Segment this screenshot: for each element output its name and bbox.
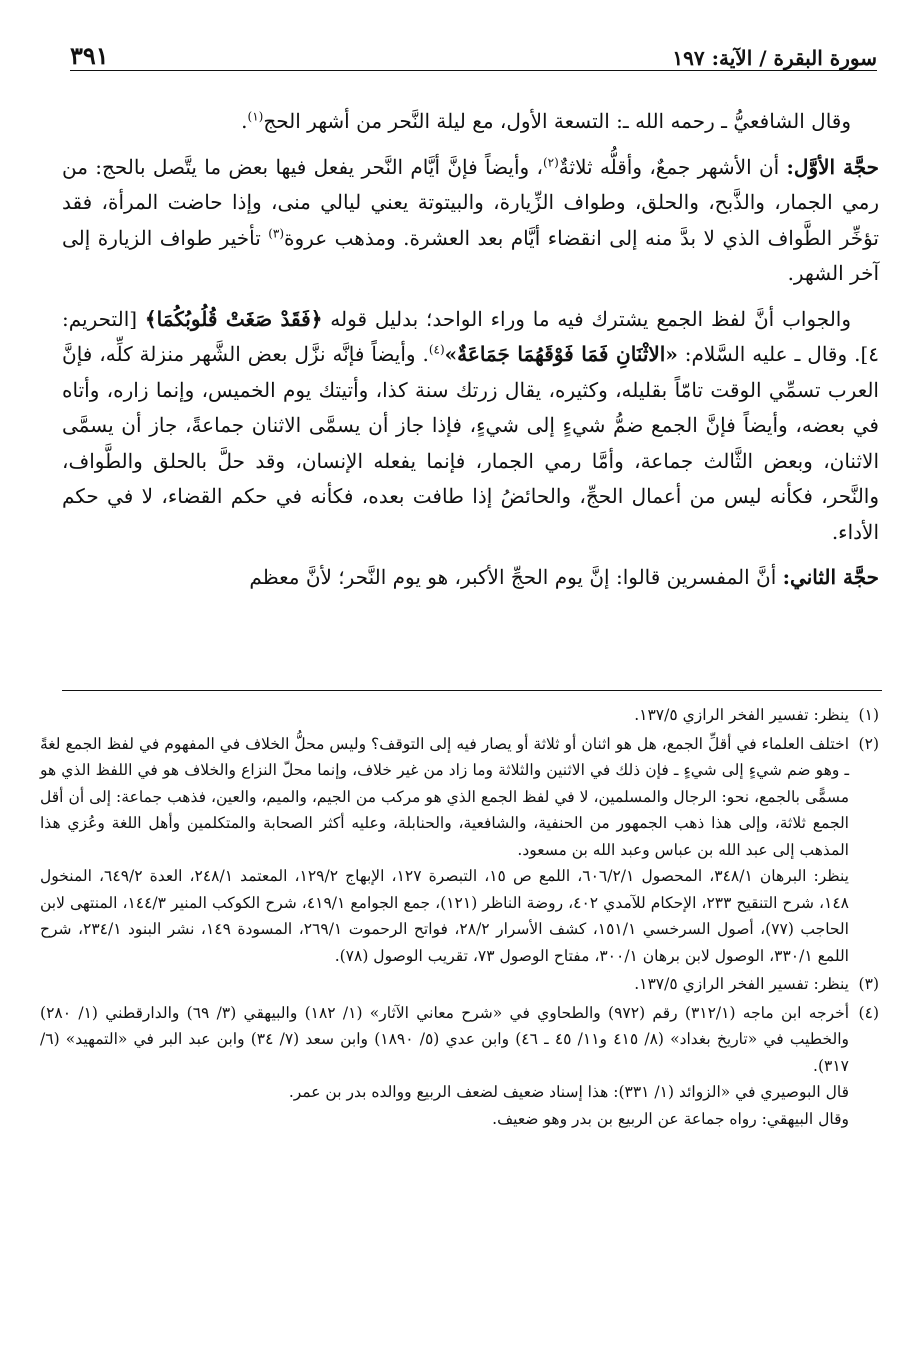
paragraph-answer: والجواب أنَّ لفظ الجمع يشترك فيه ما وراء الواحد؛ بدليل قوله ﴿فَقَدْ صَغَتْ قُلُوبُكُمَا﴾ [التحريم: ٤]. وقال ـ عليه السَّلام: «الاثْنَانِ فَمَا فَوْقَهُمَا جَمَاعَةٌ»$^{(٤)}$. وأيضاً فإنَّه نزَّل بعض الشَّهر منزلة كلِّه، فإنَّ العرب تسمِّي الوقت تامّاً بقليله، وكثيره، يقال زرتك سنة كذا، وأتيتك يوم الخميس، وإنما زاره، وأتاه في بعضه، وأيضاً فإنَّ الجمع ضمُّ شيءٍ إلى شيءٍ، فإذا جاز أن يسمَّى الاثنان جماعةً، جاز أن يسمَّى الاثنان، وبعض الثَّالث جماعة، وأمَّا رمي الجمار، فإنما يفعله الإنسان، وقد حلَّ بالحلق والطَّواف، والنَّحر، فكأنه ليس من أعمال الحجِّ، والحائضُ إذا طافت بعده، فكأنه في حكم القضاء، لا في حكم الأداء. (62, 306, 879, 544)
footnote-ref-1[interactable]: (١) (247, 109, 264, 124)
footnotes (40, 702, 879, 1134)
main-text (62, 104, 879, 606)
footnote-separator (62, 690, 882, 691)
footnote-1: (١) ينظر: تفسير الفخر الرازي ١٣٧/٥. (634, 706, 879, 724)
page-header (70, 36, 877, 71)
footnote-ref-4[interactable]: (٤) (428, 342, 445, 357)
quran-verse: ﴿فَقَدْ صَغَتْ قُلُوبُكُمَا﴾ (144, 306, 323, 331)
footnote-4: (٤) أخرجه ابن ماجه (٣١٢/١) رقم (٩٧٢) والطحاوي في «شرح معاني الآثار» (١/ ١٨٢) والبيهقي (٣/ ٦٩) والدارقطني (١/ ٢٨٠) والخطيب في «تاريخ بغداد» (٨/ ٤١٥ و١١/ ٤٥ ـ ٤٦) وابن عدي (٥/ ١٨٩٠) وابن سعد (٧/ ٣٤) وابن عبد البر في «التمهيد» (٦/ ٣١٧). قال البوصيري في «الزوائد (١/ ٣٣١): هذا إسناد ضعيف لضعف الربيع ووالده بدر بن عمر. وقال البيهقي: رواه جماعة عن الربيع بن بدر وهو ضعيف. (40, 1003, 879, 1128)
footnote-ref-2[interactable]: (٢) (542, 154, 559, 169)
argument-heading-first: حجَّة الأوَّل: (786, 154, 879, 179)
paragraph-first-argument: حجَّة الأوَّل: أن الأشهر جمعٌ، وأقلُّه ثلاثةٌ$^{(٢)}$، وأيضاً فإنَّ أيَّام النَّحر يفعل فيها بعض ما يتَّصل بالحج: من رمي الجمار، والذَّبح، والحلق، وطواف الزِّيارة، والبيتوتة يعني ليالي منى، وإذا حاضت المرأة، فقد تؤخِّر الطَّواف الذي لا بدَّ منه إلى انقضاء أيَّام بعد العشرة. ومذهب عروة$^{(٣)}$ تأخير طواف الزيارة إلى آخر الشهر. (62, 154, 879, 285)
paragraph-shafii-opinion: وقال الشافعيُّ ـ رحمه الله ـ: التسعة الأول، مع ليلة النَّحر من أشهر الحج$^{(١)}$. (241, 109, 851, 133)
argument-heading-second: حجَّة الثاني: (782, 565, 879, 589)
footnote-2: (٢) اختلف العلماء في أقلِّ الجمع، هل هو اثنان أو ثلاثة أو يصار فيه إلى التوقف؟ وليس محلُّ الخلاف في المفهوم في لفظ الجمع لغةً ـ وهو ضم شيءٍ إلى شيءٍ ـ فإن ذلك في الاثنين والثلاثة وما زاد من غير خلاف، وإنما محلّ النزاع والخلاف هو في اللفظ الذي هو مسمًّى بالجمع، نحو: الرجال والمسلمين، لا في لفظ الجمع الذي هو مركب من الجيم، والميم، والعين، فذهب جماعة: إلى أن أقل الجمع ثلاثة، وإلى هذا ذهب الجمهور من الحنفية، والشافعية، والحنابلة، وعليه أكثر الصحابة والمتكلمين وأهل اللغة وعُزي هذا المذهب إلى عبد الله بن عباس وعبد الله بن مسعود. ينظر: البرهان ٣٤٨/١، المحصول ٦٠٦/٢/١، اللمع ص ١٥، التبصرة ١٢٧، الإبهاج ١٢٩/٢، المعتمد ٢٤٨/١، العدة ٦٤٩/٢، المنخول ١٤٨، شرح التنقيح ٢٣٣، الإحكام للآمدي ٤٠٢، روضة الناظر (١٢١)، جمع الجوامع ٤١٩/١، شرح الكوكب المنير ١٤٤/٣، المنتهى لابن الحاجب (٧٧)، أصول السرخسي ١٥١/١، كشف الأسرار ٢٨/٢، فواتح الرحموت ٢٦٩/١، المسودة ١٤٩، نشر البنود ٢٣٤/١، شرح اللمع ٣٣٠/١، الوصول لابن برهان ٣٠٠/١، مفتاح الوصول ٧٣، تقريب الوصول (٧٨). (40, 731, 879, 970)
footnote-3: (٣) ينظر: تفسير الفخر الرازي ١٣٧/٥. (634, 975, 879, 993)
paragraph-second-argument: حجَّة الثاني: أنَّ المفسرين قالوا: إنَّ يوم الحجِّ الأكبر، هو يوم النَّحر؛ لأنَّ معظم (249, 565, 879, 589)
hadith-quote: «الاثْنَانِ فَمَا فَوْقَهُمَا جَمَاعَةٌ» (444, 342, 678, 366)
footnote-2-references: ينظر: البرهان ٣٤٨/١، المحصول ٦٠٦/٢/١، اللمع ص ١٥، التبصرة ١٢٧، الإبهاج ١٢٩/٢، المعتمد ٢٤٨/١، العدة ٦٤٩/٢، المنخول ١٤٨، شرح التنقيح ٢٣٣، الإحكام للآمدي ٤٠٢، روضة الناظر (١٢١)، جمع الجوامع ٤١٩/١، شرح الكوكب المنير ١٤٤/٣، المنتهى لابن الحاجب (٧٧)، أصول السرخسي ١٥١/١، كشف الأسرار ٢٨/٢، فواتح الرحموت ٢٦٩/١، المسودة ١٤٩، نشر البنود ٢٣٤/١، شرح اللمع ٣٣٠/١، الوصول لابن برهان ٣٠٠/١، مفتاح الوصول ٧٣، تقريب الوصول (٧٨). (40, 867, 849, 965)
running-title: سورة البقرة / الآية: ١٩٧ (672, 46, 877, 70)
footnote-ref-3[interactable]: (٣) (268, 225, 285, 240)
page-number: ٣٩١ (70, 41, 109, 70)
